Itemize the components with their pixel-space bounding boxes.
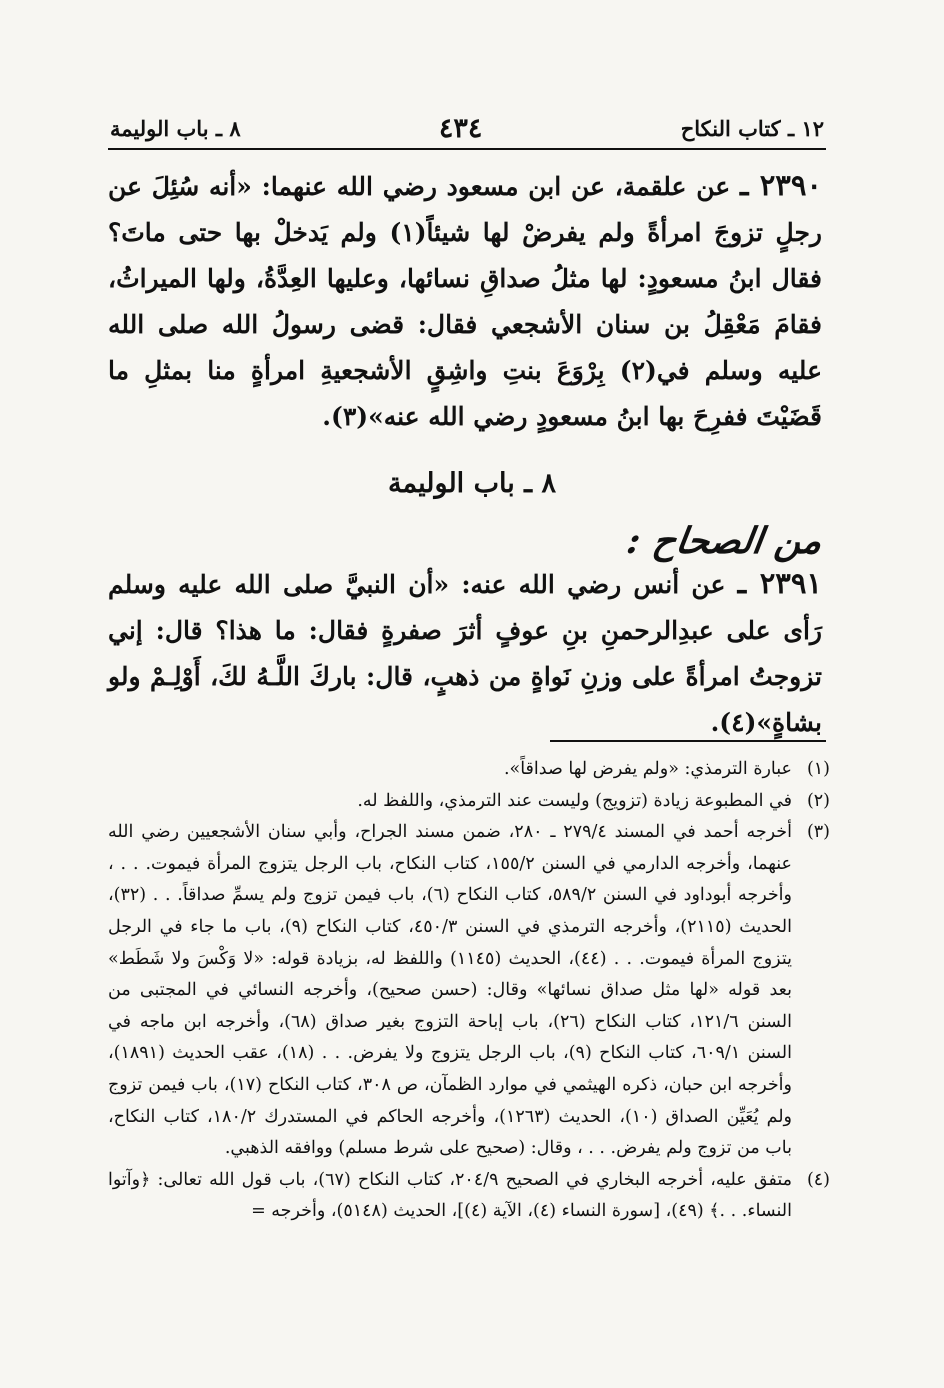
footnotes bbox=[108, 754, 830, 1228]
hadith-2391 bbox=[108, 560, 822, 746]
section-title: ٨ ـ باب الوليمة bbox=[388, 468, 556, 499]
footnote-marker: (٣) bbox=[806, 822, 830, 843]
footnote-3 bbox=[108, 817, 830, 1165]
section-heading: ٨ ـ باب الوليمة bbox=[110, 115, 241, 141]
footnote-marker: (٤) bbox=[806, 1169, 830, 1190]
hadith-number: ٢٣٩٠ ـ bbox=[740, 168, 823, 202]
footnote-text: عبارة الترمذي: «ولم يفرض لها صداقاً». bbox=[503, 759, 792, 779]
hadith-2390 bbox=[108, 162, 822, 440]
footnote-1 bbox=[108, 754, 830, 786]
footnote-4 bbox=[108, 1165, 830, 1228]
subsection-label: من الصحاح : bbox=[624, 520, 825, 562]
footnote-marker: (٢) bbox=[806, 790, 830, 811]
chapter-heading: ١٢ ـ كتاب النكاح bbox=[680, 115, 824, 141]
footnote-text: متفق عليه، أخرجه البخاري في الصحيح ٢٠٤/٩، كتاب النكاح (٦٧)، باب قول الله تعالى: ﴿وآتوا النساء. . .﴾ (٤٩)، [سورة النساء (٤)، الآية (٤)]، الحديث (٥١٤٨)، وأخرجه = bbox=[108, 1169, 792, 1222]
footnote-text: أخرجه أحمد في المسند ٢٧٩/٤ ـ ٢٨٠، ضمن مسند الجراح، وأبي سنان الأشجعيين رضي الله عنهما، وأخرجه الدارمي في السنن ١٥٥/٢، كتاب النكاح، باب الرجل يتزوج المرأة فيموت. . . ، وأخرجه أبوداود في السنن ٥٨٩/٢، كتاب النكاح (٦)، باب فيمن تزوج ولم يسمِّ صداقاً. . . (٣٢)، الحديث (٢١١٥)، وأخرجه الترمذي في السنن ٤٥٠/٣، كتاب النكاح (٩)، باب ما جاء في الرجل يتزوج المرأة فيموت. . . (٤٤)، الحديث (١١٤٥) واللفظ له، بزيادة قوله: «لا وَكْسَ ولا شَطَط» بعد قوله «لها مثل صداق نسائها» وقال: (حسن صحيح)، وأخرجه النسائي في المجتبى من السنن ١٢١/٦، كتاب النكاح (٢٦)، باب إباحة التزوج بغير صداق (٦٨)، وأخرجه ابن ماجه في السنن ٦٠٩/١، كتاب النكاح (٩)، باب الرجل يتزوج ولا يفرض. . . (١٨)، عقب الحديث (١٨٩١)، وأخرجه ابن حبان، ذكره الهيثمي في موارد الظمآن، ص ٣٠٨، كتاب النكاح (١٧)، باب فيمن تزوج ولم يُعَيِّن الصداق (١٠)، الحديث (١٢٦٣)، وأخرجه الحاكم في المستدرك ١٨٠/٢، كتاب النكاح، باب من تزوج ولم يفرض. . . ، وقال: (صحيح على شرط مسلم) ووافقه الذهبي. bbox=[108, 822, 793, 1159]
running-header bbox=[110, 108, 824, 148]
footnote-separator bbox=[550, 740, 826, 742]
hadith-text: عن علقمة، عن ابن مسعود رضي الله عنهما: «أنه سُئِلَ عن رجلٍ تزوجَ امرأةً ولم يفرضْ لها شيئاً(١) ولم يَدخلْ بها حتى ماتَ؟ فقال ابنُ مسعودٍ: لها مثلُ صداقِ نسائها، وعليها العِدَّةُ، ولها الميراثُ، فقامَ مَعْقِلُ بن سنان الأشجعي فقال: قضى رسولُ الله صلى الله عليه وسلم في(٢) بِرْوَعَ بنتِ واشِقٍ الأشجعيةِ امرأةٍ منا بمثلِ ما قَضَيْتَ ففرِحَ بها ابنُ مسعودٍ رضي الله عنه»(٣). bbox=[108, 172, 822, 431]
page-number: ٤٣٤ bbox=[438, 112, 483, 144]
footnote-2 bbox=[108, 786, 830, 818]
hadith-number: ٢٣٩١ ـ bbox=[737, 566, 823, 600]
footnote-marker: (١) bbox=[806, 759, 830, 779]
hadith-text: عن أنس رضي الله عنه: «أن النبيَّ صلى الله عليه وسلم رَأى على عبدِالرحمنِ بنِ عوفٍ أثرَ صفرةٍ فقال: ما هذا؟ قال: إني تزوجتُ امرأةً على وزنِ نَواةٍ من ذهبٍ، قال: باركَ اللَّـهُ لكَ، أَوْلِـمْ ولو بشاةٍ»(٤). bbox=[108, 570, 822, 737]
footnote-text: في المطبوعة زيادة (تزويج) وليست عند الترمذي، واللفظ له. bbox=[357, 790, 792, 811]
header-rule bbox=[108, 148, 826, 150]
